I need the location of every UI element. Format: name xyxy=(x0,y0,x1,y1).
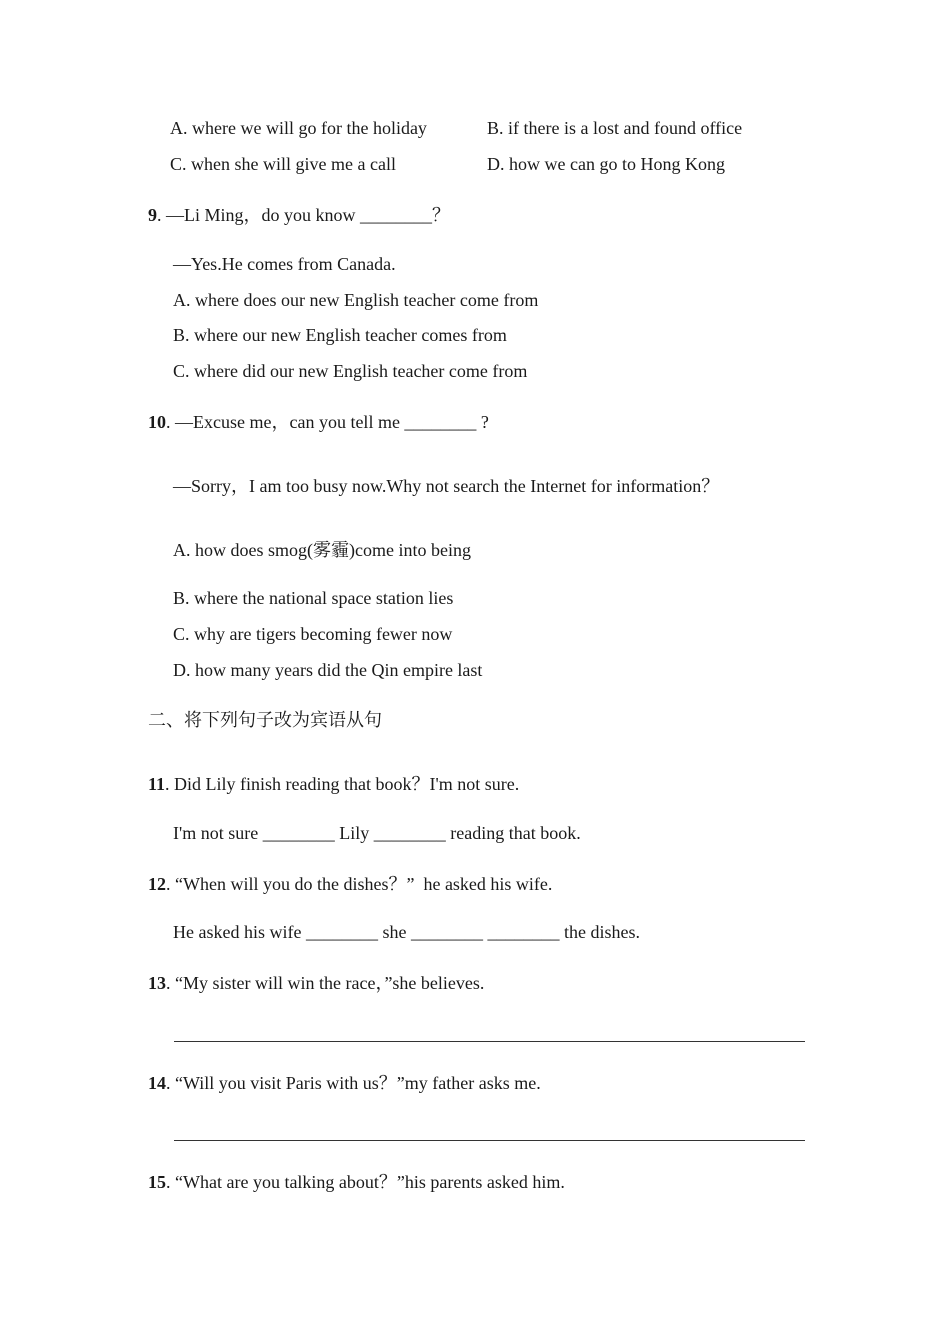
section-2-heading: 二、将下列句子改为宾语从句 xyxy=(148,710,382,731)
q9-number: 9 xyxy=(148,205,157,225)
q13-stem xyxy=(148,972,484,994)
q9-stem-text: . —Li Ming，do you know ________？ xyxy=(157,205,451,225)
q8-option-a: A. where we will go for the holiday xyxy=(170,118,427,138)
q11-answer-line: I'm not sure ________ Lily ________ reading that book. xyxy=(173,823,581,843)
q12-stem-text: . “When will you do the dishes？” he asked his wife. xyxy=(166,874,553,894)
q9-reply: —Yes.He comes from Canada. xyxy=(173,254,396,274)
q9-option-c: C. where did our new English teacher come from xyxy=(173,361,528,381)
q10-number: 10 xyxy=(148,412,166,432)
q13-stem-text: . “My sister will win the race，”she believes. xyxy=(166,973,485,993)
q10-option-b: B. where the national space station lies xyxy=(173,588,454,608)
q9-stem xyxy=(148,204,450,226)
q15-stem-text: . “What are you talking about？”his parents asked him. xyxy=(166,1172,565,1192)
q9-option-a: A. where does our new English teacher come from xyxy=(173,290,539,310)
q13-answer-rule xyxy=(174,1041,805,1042)
q10-reply: —Sorry，I am too busy now.Why not search the Internet for information？ xyxy=(173,476,720,496)
q8-option-b: B. if there is a lost and found office xyxy=(487,118,743,138)
q15-stem xyxy=(148,1171,565,1193)
q14-answer-rule xyxy=(174,1140,805,1141)
q12-stem xyxy=(148,873,552,895)
q10-option-d: D. how many years did the Qin empire last xyxy=(173,660,483,680)
q11-stem-text: . Did Lily finish reading that book？I'm not sure. xyxy=(165,774,520,794)
q10-option-c: C. why are tigers becoming fewer now xyxy=(173,624,453,644)
q12-number: 12 xyxy=(148,874,166,894)
q10-stem-text: . —Excuse me，can you tell me ________ ? xyxy=(166,412,489,432)
q14-stem-text: . “Will you visit Paris with us？”my father asks me. xyxy=(166,1073,541,1093)
q10-option-a: A. how does smog(雾霾)come into being xyxy=(173,540,471,560)
q11-number: 11 xyxy=(148,774,166,794)
q8-option-d: D. how we can go to Hong Kong xyxy=(487,154,725,174)
q9-option-b: B. where our new English teacher comes from xyxy=(173,325,507,345)
q13-number: 13 xyxy=(148,973,166,993)
q12-answer-line: He asked his wife ________ she ________ ________ the dishes. xyxy=(173,922,640,942)
q15-number: 15 xyxy=(148,1172,166,1192)
q14-stem xyxy=(148,1072,541,1094)
q11-stem xyxy=(148,773,519,795)
q8-option-c: C. when she will give me a call xyxy=(170,154,396,174)
q14-number: 14 xyxy=(148,1073,166,1093)
q10-stem xyxy=(148,411,489,433)
